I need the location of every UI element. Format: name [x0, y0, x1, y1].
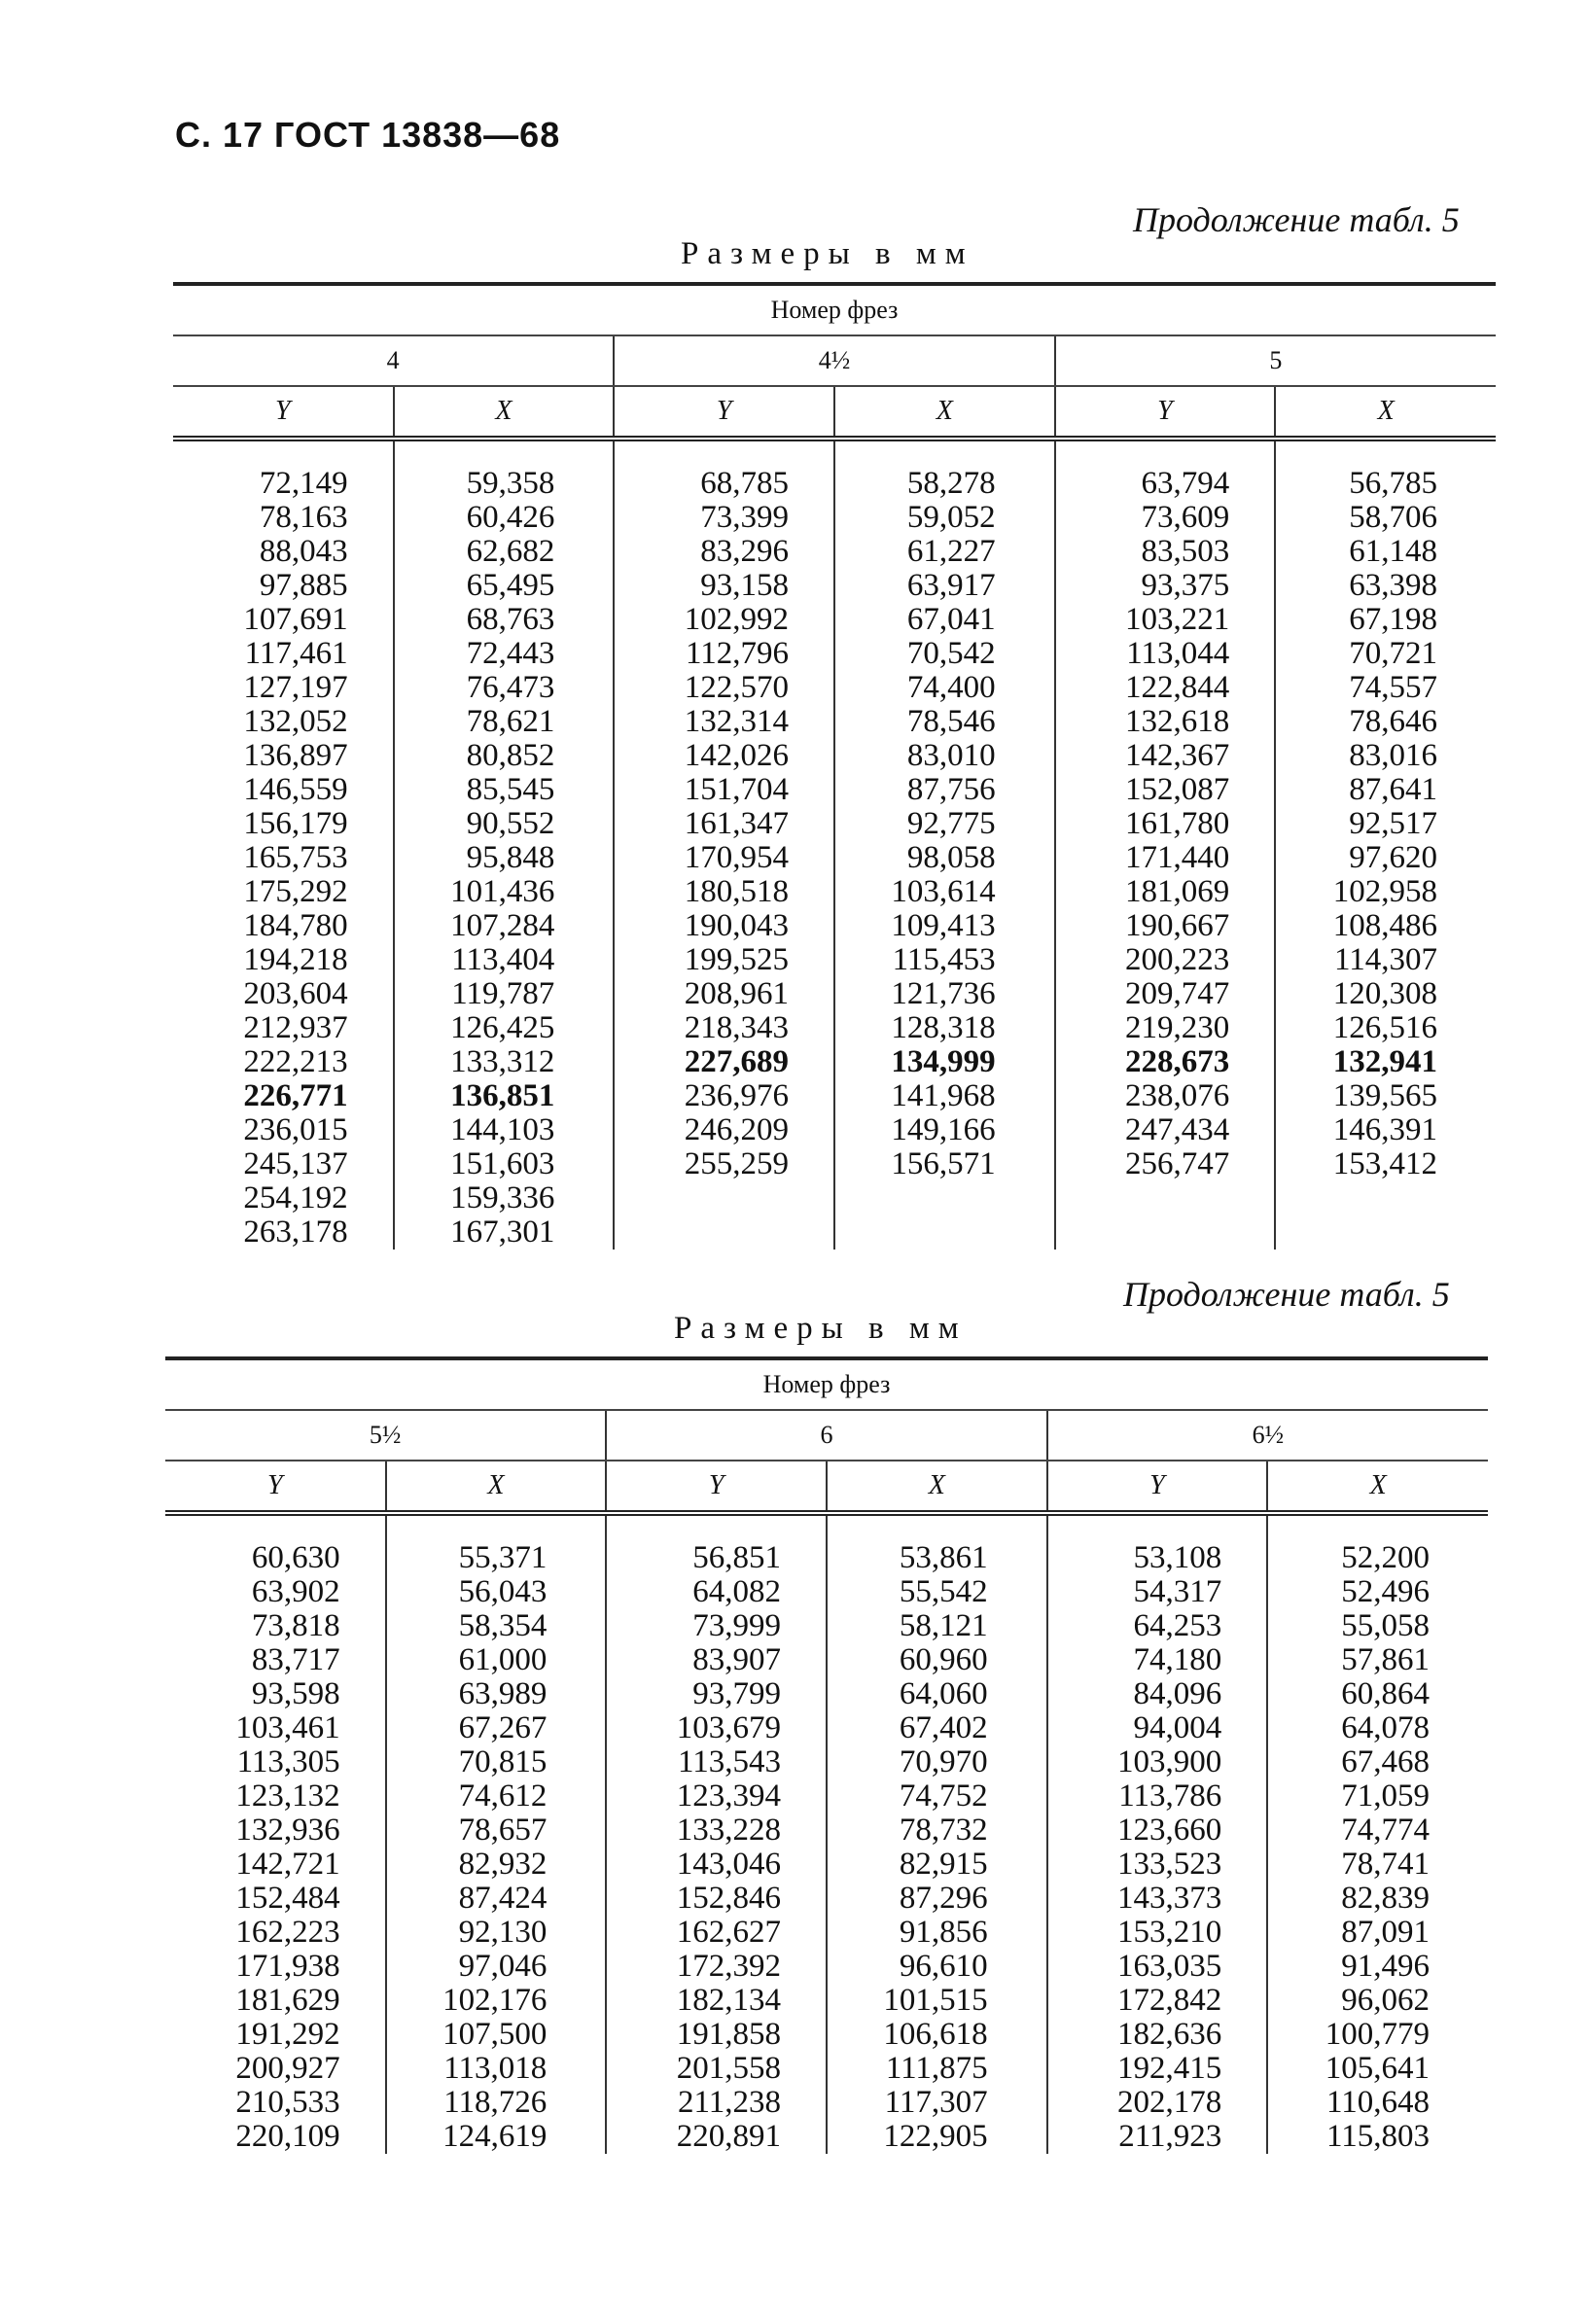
table-cell: 84,096 [1133, 1676, 1222, 1711]
table-cell: 254,192 [243, 1180, 348, 1215]
table-cell: 64,082 [692, 1574, 781, 1609]
table-cell: 67,267 [458, 1710, 548, 1745]
table-cell: 63,902 [251, 1574, 340, 1609]
group-row [173, 335, 1496, 386]
table-cell: 97,885 [259, 568, 348, 603]
table-cell: 103,221 [1125, 602, 1230, 637]
table-cell: 107,284 [450, 908, 555, 943]
table-cell: 74,612 [458, 1778, 548, 1813]
table-cell: 74,400 [906, 670, 996, 705]
page-header: С. 17 ГОСТ 13838—68 [175, 115, 561, 155]
table-cell: 121,736 [891, 976, 996, 1011]
table-cell: 122,570 [684, 670, 789, 705]
x-values-column [834, 439, 1055, 1250]
table-cell: 83,296 [700, 534, 789, 569]
table-cell: 222,213 [243, 1044, 348, 1079]
table-cell: 156,571 [891, 1146, 996, 1181]
table-cell: 78,621 [466, 704, 555, 739]
table-cell: 151,603 [450, 1146, 555, 1181]
table-cell: 152,846 [676, 1881, 781, 1916]
table-1 [173, 282, 1496, 1250]
table-cell: 132,941 [1332, 1044, 1437, 1079]
table-cell: 74,752 [899, 1778, 988, 1813]
table-cell: 76,473 [466, 670, 555, 705]
table-cell: 123,660 [1117, 1813, 1222, 1848]
table-cell: 60,630 [251, 1540, 340, 1575]
table-cell: 87,091 [1341, 1915, 1430, 1950]
table-cell: 133,312 [450, 1044, 555, 1079]
table-cell: 101,515 [883, 1983, 988, 2018]
table-cell: 170,954 [684, 840, 789, 875]
x-values-column [394, 439, 615, 1250]
table-cell: 94,004 [1133, 1710, 1222, 1745]
table-cell: 142,367 [1125, 738, 1230, 773]
table-cell: 181,069 [1125, 874, 1230, 909]
units-label-2: Размеры в мм [674, 1311, 968, 1346]
table-cell: 117,307 [884, 2085, 988, 2120]
x-column-header: X [386, 1461, 607, 1513]
table-cell: 152,484 [235, 1881, 340, 1916]
data-row [173, 439, 1496, 1250]
table-cell: 132,936 [235, 1813, 340, 1848]
table-cell: 156,179 [243, 806, 348, 841]
table-cell: 102,992 [684, 602, 789, 637]
table-cell: 64,060 [899, 1676, 988, 1711]
table-cell: 63,989 [458, 1676, 548, 1711]
table-cell: 132,314 [684, 704, 789, 739]
table-cell: 143,373 [1117, 1881, 1222, 1916]
table-cell: 74,180 [1133, 1642, 1222, 1677]
table-cell: 161,347 [684, 806, 789, 841]
x-values-column [386, 1513, 607, 2154]
table-cell: 127,197 [243, 670, 348, 705]
table-cell: 191,292 [235, 2017, 340, 2052]
table-cell: 63,398 [1349, 568, 1437, 603]
group-row [165, 1410, 1488, 1461]
table-cell: 82,839 [1341, 1881, 1430, 1916]
table-cell: 92,775 [906, 806, 996, 841]
table-cell: 153,412 [1332, 1146, 1437, 1181]
table-cell: 80,852 [466, 738, 555, 773]
table-cell: 109,413 [891, 908, 996, 943]
table-cell: 73,818 [251, 1608, 340, 1643]
table-cell: 71,059 [1341, 1778, 1430, 1813]
table-cell: 74,557 [1349, 670, 1437, 705]
table-cell: 123,132 [235, 1778, 340, 1813]
table-cell: 142,721 [235, 1847, 340, 1882]
table-cell: 59,052 [906, 500, 996, 535]
table-cell: 115,803 [1325, 2119, 1430, 2154]
table-cell: 67,468 [1341, 1744, 1430, 1779]
table-cell: 218,343 [684, 1010, 789, 1045]
table-cell: 63,794 [1141, 466, 1230, 501]
table-cell: 55,371 [458, 1540, 548, 1575]
table-cell: 211,923 [1118, 2119, 1222, 2154]
table-cell: 118,726 [443, 2085, 548, 2120]
table-cell: 64,253 [1133, 1608, 1222, 1643]
table-cell: 107,500 [442, 2017, 548, 2052]
table-cell: 70,970 [899, 1744, 988, 1779]
table-cell: 134,999 [891, 1044, 996, 1079]
table-cell: 245,137 [243, 1146, 348, 1181]
table-cell: 255,259 [684, 1146, 789, 1181]
table-cell: 72,149 [259, 466, 348, 501]
group-header: 5½ [165, 1410, 606, 1461]
table-cell: 146,559 [243, 772, 348, 807]
table-cell: 64,078 [1341, 1710, 1430, 1745]
x-values-column [1267, 1513, 1488, 2154]
table-cell: 161,780 [1125, 806, 1230, 841]
table-cell: 226,771 [243, 1078, 348, 1113]
table-cell: 167,301 [450, 1215, 555, 1250]
table-cell: 171,938 [235, 1949, 340, 1984]
table-cell: 175,292 [243, 874, 348, 909]
table-cell: 70,815 [458, 1744, 548, 1779]
table-cell: 60,960 [899, 1642, 988, 1677]
table-cell: 103,614 [891, 874, 996, 909]
table-cell: 78,732 [899, 1813, 988, 1848]
x-column-header: X [834, 386, 1055, 439]
table-cell: 136,897 [243, 738, 348, 773]
table-cell: 59,358 [466, 466, 555, 501]
table-cell: 78,546 [906, 704, 996, 739]
table-cell: 93,375 [1141, 568, 1230, 603]
table-cell: 105,641 [1325, 2051, 1430, 2086]
table-cell: 200,927 [235, 2051, 340, 2086]
table-cell: 67,041 [906, 602, 996, 637]
table-cell: 191,858 [676, 2017, 781, 2052]
table-cell: 87,641 [1349, 772, 1437, 807]
table-cell: 159,336 [450, 1180, 555, 1215]
y-column-header: Y [614, 386, 834, 439]
table-cell: 153,210 [1117, 1915, 1222, 1950]
y-column-header: Y [173, 386, 394, 439]
table-cell: 151,704 [684, 772, 789, 807]
table-cell: 91,856 [899, 1915, 988, 1950]
table-cell: 58,706 [1349, 500, 1437, 535]
table-cell: 65,495 [466, 568, 555, 603]
group-header: 4½ [614, 335, 1054, 386]
table-cell: 208,961 [684, 976, 789, 1011]
table-cell: 53,108 [1133, 1540, 1222, 1575]
table-cell: 72,443 [466, 636, 555, 671]
table-cell: 110,648 [1325, 2085, 1430, 2120]
table-cell: 199,525 [684, 942, 789, 977]
table-cell: 113,404 [451, 942, 555, 977]
x-values-column [1275, 439, 1496, 1250]
table-cell: 92,517 [1349, 806, 1437, 841]
table-cell: 83,010 [906, 738, 996, 773]
x-column-header: X [394, 386, 615, 439]
table-cell: 133,228 [676, 1813, 781, 1848]
table-cell: 124,619 [442, 2119, 548, 2154]
table-cell: 117,461 [244, 636, 348, 671]
table-cell: 171,440 [1125, 840, 1230, 875]
table-cell: 133,523 [1117, 1847, 1222, 1882]
table-cell: 139,565 [1332, 1078, 1437, 1113]
table-cell: 102,958 [1332, 874, 1437, 909]
table-cell: 263,178 [243, 1215, 348, 1250]
table-cell: 73,609 [1141, 500, 1230, 535]
table-cell: 126,516 [1332, 1010, 1437, 1045]
table-cell: 56,043 [458, 1574, 548, 1609]
table-cell: 219,230 [1125, 1010, 1230, 1045]
table-cell: 54,317 [1133, 1574, 1222, 1609]
units-label-1: Размеры в мм [681, 236, 974, 271]
table-cell: 58,278 [906, 466, 996, 501]
table-cell: 100,779 [1325, 2017, 1430, 2052]
table-cell: 61,000 [458, 1642, 548, 1677]
table-cell: 201,558 [676, 2051, 781, 2086]
table-cell: 97,620 [1349, 840, 1437, 875]
data-row [165, 1513, 1488, 2154]
y-values-column [1047, 1513, 1268, 2154]
table-2 [165, 1356, 1488, 2154]
column-header-row [165, 1461, 1488, 1513]
table-cell: 200,223 [1125, 942, 1230, 977]
table-cell: 142,026 [684, 738, 789, 773]
table-cell: 190,667 [1125, 908, 1230, 943]
table-cell: 57,861 [1341, 1642, 1430, 1677]
table-cell: 246,209 [684, 1112, 789, 1147]
table-cell: 211,238 [677, 2085, 781, 2120]
table-cell: 122,905 [883, 2119, 988, 2154]
table-cell: 190,043 [684, 908, 789, 943]
table-cell: 184,780 [243, 908, 348, 943]
table-cell: 96,610 [899, 1949, 988, 1984]
table-cell: 67,198 [1349, 602, 1437, 637]
table-cell: 88,043 [259, 534, 348, 569]
table-cell: 82,932 [458, 1847, 548, 1882]
table-cell: 68,785 [700, 466, 789, 501]
table-cell: 93,598 [251, 1676, 340, 1711]
table-cell: 212,937 [243, 1010, 348, 1045]
table-cell: 78,163 [259, 500, 348, 535]
table-cell: 83,907 [692, 1642, 781, 1677]
table-cell: 82,915 [899, 1847, 988, 1882]
table-cell: 85,545 [466, 772, 555, 807]
y-values-column [1055, 439, 1276, 1250]
table-cell: 91,496 [1341, 1949, 1430, 1984]
table-cell: 192,415 [1117, 2051, 1222, 2086]
table-cell: 162,627 [676, 1915, 781, 1950]
table-cell: 96,062 [1341, 1983, 1430, 2018]
table-cell: 141,968 [891, 1078, 996, 1113]
x-column-header: X [1267, 1461, 1488, 1513]
table-cell: 180,518 [684, 874, 789, 909]
table-cell: 90,552 [466, 806, 555, 841]
table-cell: 78,646 [1349, 704, 1437, 739]
continuation-label-2: Продолжение табл. 5 [1123, 1275, 1450, 1314]
column-header-row [173, 386, 1496, 439]
table-cell: 67,402 [899, 1710, 988, 1745]
table-cell: 165,753 [243, 840, 348, 875]
group-header: 5 [1055, 335, 1496, 386]
table-cell: 56,785 [1349, 466, 1437, 501]
y-values-column [173, 439, 394, 1250]
table-cell: 132,052 [243, 704, 348, 739]
table-cell: 58,354 [458, 1608, 548, 1643]
table-cell: 107,691 [243, 602, 348, 637]
table-cell: 55,058 [1341, 1608, 1430, 1643]
table-cell: 60,426 [466, 500, 555, 535]
table-cell: 103,900 [1117, 1744, 1222, 1779]
table-cell: 56,851 [692, 1540, 781, 1575]
table-cell: 93,158 [700, 568, 789, 603]
table-cell: 256,747 [1125, 1146, 1230, 1181]
table-cell: 194,218 [243, 942, 348, 977]
table-cell: 236,976 [684, 1078, 789, 1113]
table-cell: 203,604 [243, 976, 348, 1011]
table-cell: 128,318 [891, 1010, 996, 1045]
table-cell: 210,533 [235, 2085, 340, 2120]
group-header: 6½ [1047, 1410, 1488, 1461]
table-cell: 108,486 [1332, 908, 1437, 943]
y-column-header: Y [606, 1461, 827, 1513]
table-cell: 101,436 [450, 874, 555, 909]
table-cell: 87,424 [458, 1881, 548, 1916]
table-cell: 52,200 [1341, 1540, 1430, 1575]
table-cell: 149,166 [891, 1112, 996, 1147]
table-cell: 102,176 [442, 1983, 548, 2018]
continuation-label-1: Продолжение табл. 5 [1133, 200, 1460, 239]
table-cell: 220,109 [235, 2119, 340, 2154]
table-cell: 62,682 [466, 534, 555, 569]
y-values-column [606, 1513, 827, 2154]
table-cell: 113,044 [1126, 636, 1230, 671]
y-column-header: Y [1047, 1461, 1268, 1513]
group-header: 6 [606, 1410, 1046, 1461]
table-cell: 98,058 [906, 840, 996, 875]
y-values-column [165, 1513, 386, 2154]
table-cell: 220,891 [676, 2119, 781, 2154]
table-cell: 95,848 [466, 840, 555, 875]
table-cell: 228,673 [1125, 1044, 1230, 1079]
table-cell: 68,763 [466, 602, 555, 637]
table-cell: 122,844 [1125, 670, 1230, 705]
table-cell: 70,542 [906, 636, 996, 671]
table-cell: 182,134 [676, 1983, 781, 2018]
table-cell: 74,774 [1341, 1813, 1430, 1848]
table-cell: 61,227 [906, 534, 996, 569]
y-values-column [614, 439, 834, 1250]
table-cell: 123,394 [676, 1778, 781, 1813]
table-cell: 163,035 [1117, 1949, 1222, 1984]
table-cell: 78,741 [1341, 1847, 1430, 1882]
table-cell: 106,618 [883, 2017, 988, 2052]
table-cell: 143,046 [676, 1847, 781, 1882]
table-cell: 112,796 [685, 636, 789, 671]
table-cell: 126,425 [450, 1010, 555, 1045]
y-column-header: Y [165, 1461, 386, 1513]
table-cell: 58,121 [899, 1608, 988, 1643]
x-column-header: X [827, 1461, 1047, 1513]
table-cell: 238,076 [1125, 1078, 1230, 1113]
table-cell: 78,657 [458, 1813, 548, 1848]
table-cell: 152,087 [1125, 772, 1230, 807]
table-cell: 87,296 [899, 1881, 988, 1916]
table-cell: 73,399 [700, 500, 789, 535]
table-cell: 52,496 [1341, 1574, 1430, 1609]
table-title: Номер фрез [173, 284, 1496, 335]
table-cell: 247,434 [1125, 1112, 1230, 1147]
table-cell: 162,223 [235, 1915, 340, 1950]
table-cell: 113,018 [443, 2051, 548, 2086]
table-cell: 172,392 [676, 1949, 781, 1984]
table-title: Номер фрез [165, 1358, 1488, 1410]
table-cell: 209,747 [1125, 976, 1230, 1011]
table-cell: 63,917 [906, 568, 996, 603]
table-cell: 113,543 [677, 1744, 781, 1779]
table-cell: 202,178 [1117, 2085, 1222, 2120]
table-cell: 92,130 [458, 1915, 548, 1950]
table-cell: 181,629 [235, 1983, 340, 2018]
table-cell: 113,786 [1118, 1778, 1222, 1813]
table-cell: 83,016 [1349, 738, 1437, 773]
table-cell: 55,542 [899, 1574, 988, 1609]
x-values-column [827, 1513, 1047, 2154]
table-cell: 60,864 [1341, 1676, 1430, 1711]
table-cell: 61,148 [1349, 534, 1437, 569]
table-cell: 111,875 [885, 2051, 988, 2086]
x-column-header: X [1275, 386, 1496, 439]
table-cell: 172,842 [1117, 1983, 1222, 2018]
table-cell: 83,717 [251, 1642, 340, 1677]
table-cell: 114,307 [1333, 942, 1437, 977]
table-cell: 132,618 [1125, 704, 1230, 739]
table-cell: 73,999 [692, 1608, 781, 1643]
table-cell: 119,787 [451, 976, 555, 1011]
table-cell: 87,756 [906, 772, 996, 807]
table-cell: 236,015 [243, 1112, 348, 1147]
table-cell: 70,721 [1349, 636, 1437, 671]
table-cell: 146,391 [1332, 1112, 1437, 1147]
table-cell: 103,679 [676, 1710, 781, 1745]
table-cell: 113,305 [236, 1744, 340, 1779]
table-cell: 182,636 [1117, 2017, 1222, 2052]
table-cell: 97,046 [458, 1949, 548, 1984]
group-header: 4 [173, 335, 614, 386]
table-cell: 83,503 [1141, 534, 1230, 569]
table-cell: 103,461 [235, 1710, 340, 1745]
table-cell: 93,799 [692, 1676, 781, 1711]
y-column-header: Y [1055, 386, 1276, 439]
table-cell: 227,689 [684, 1044, 789, 1079]
table-cell: 120,308 [1332, 976, 1437, 1011]
table-cell: 144,103 [450, 1112, 555, 1147]
table-cell: 136,851 [450, 1078, 555, 1113]
table-cell: 53,861 [899, 1540, 988, 1575]
table-cell: 115,453 [892, 942, 996, 977]
